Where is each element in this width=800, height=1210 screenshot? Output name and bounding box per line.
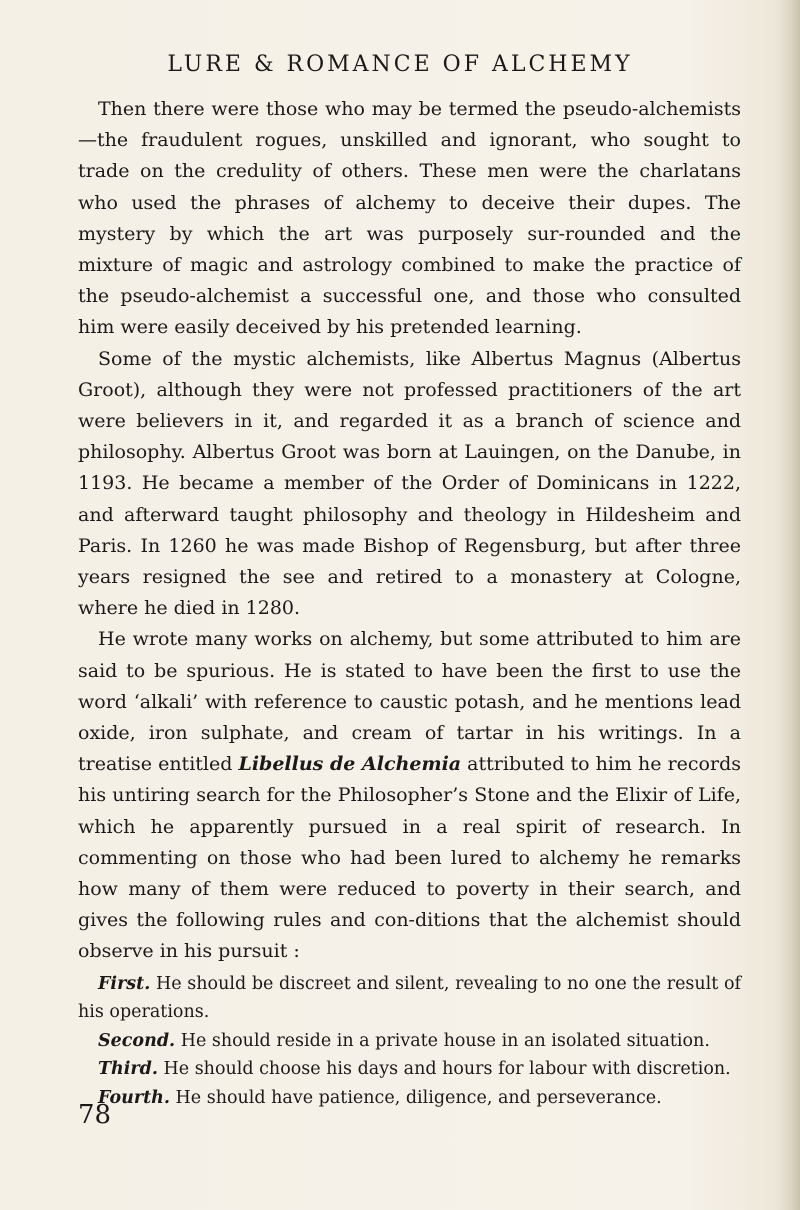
rule-item [78, 1084, 741, 1113]
paragraph-pseudo-alchemists: Then there were those who may be termed the pseudo-alchemists—the fraudulent rogues, unskilled and ignorant, who sought to trade on the credulity of others. These men were the charlatans who used the phrases of alchemy to deceive their dupes. The mystery by which the art was purposely sur-rounded and the mixture of magic and astrology combined to make the practice of the pseudo-alchemist a successful one, and those who consulted him were easily deceived by his pretended learning. [78, 98, 741, 339]
body-text [78, 94, 741, 1112]
treatise-title: Libellus de Alchemia [238, 753, 462, 776]
page-edge-shadow [778, 0, 800, 1210]
rule-item [78, 970, 741, 1027]
paragraph-works-on-alchemy [78, 624, 741, 967]
rule-label: Fourth. [98, 1087, 170, 1108]
rule-text: He should reside in a private house in an isolated situation. [175, 1030, 710, 1051]
paragraph-text-before-title: He wrote many works on alchemy, but some attributed to him are said to be spurious. He is stated to have been the first to use the word ‘alkali’ with reference to caustic potash, and he mentions lead oxide, iron sulphate, and cream of tartar in his writings. In a treatise entitled [78, 628, 741, 776]
rules-list [78, 970, 741, 1113]
page-number: 78 [78, 1100, 112, 1130]
paragraph-text-after-title: attributed to him he records his untiring search for the Philosopher’s Stone and the Elixir of Life, which he apparently pursued in a real spirit of research. In commenting on those who had been lured to alchemy he remarks how many of them were reduced to poverty in their search, and gives the following rules and con-ditions that the alchemist should observe in his pursuit : [78, 753, 741, 963]
running-head: LURE & ROMANCE OF ALCHEMY [167, 52, 633, 77]
rule-text: He should have patience, diligence, and perseverance. [169, 1087, 662, 1108]
paragraph-albertus-magnus: Some of the mystic alchemists, like Albertus Magnus (Albertus Groot), although they were not professed practitioners of the art were believers in it, and regarded it as a branch of science and philosophy. Albertus Groot was born at Lauingen, on the Danube, in 1193. He became a member of the Order of Dominicans in 1222, and afterward taught philosophy and theology in Hildesheim and Paris. In 1260 he was made Bishop of Regensburg, but after three years resigned the see and retired to a monastery at Cologne, where he died in 1280. [78, 347, 741, 620]
rule-text: He should choose his days and hours for labour with discretion. [157, 1059, 731, 1080]
rule-text: He should be discreet and silent, revealing to no one the result of his operations. [78, 973, 741, 1023]
rule-label: First. [98, 973, 151, 994]
rule-item [78, 1055, 741, 1084]
rule-label: Second. [98, 1030, 176, 1051]
rule-label: Third. [98, 1059, 158, 1080]
rule-item [78, 1027, 741, 1056]
